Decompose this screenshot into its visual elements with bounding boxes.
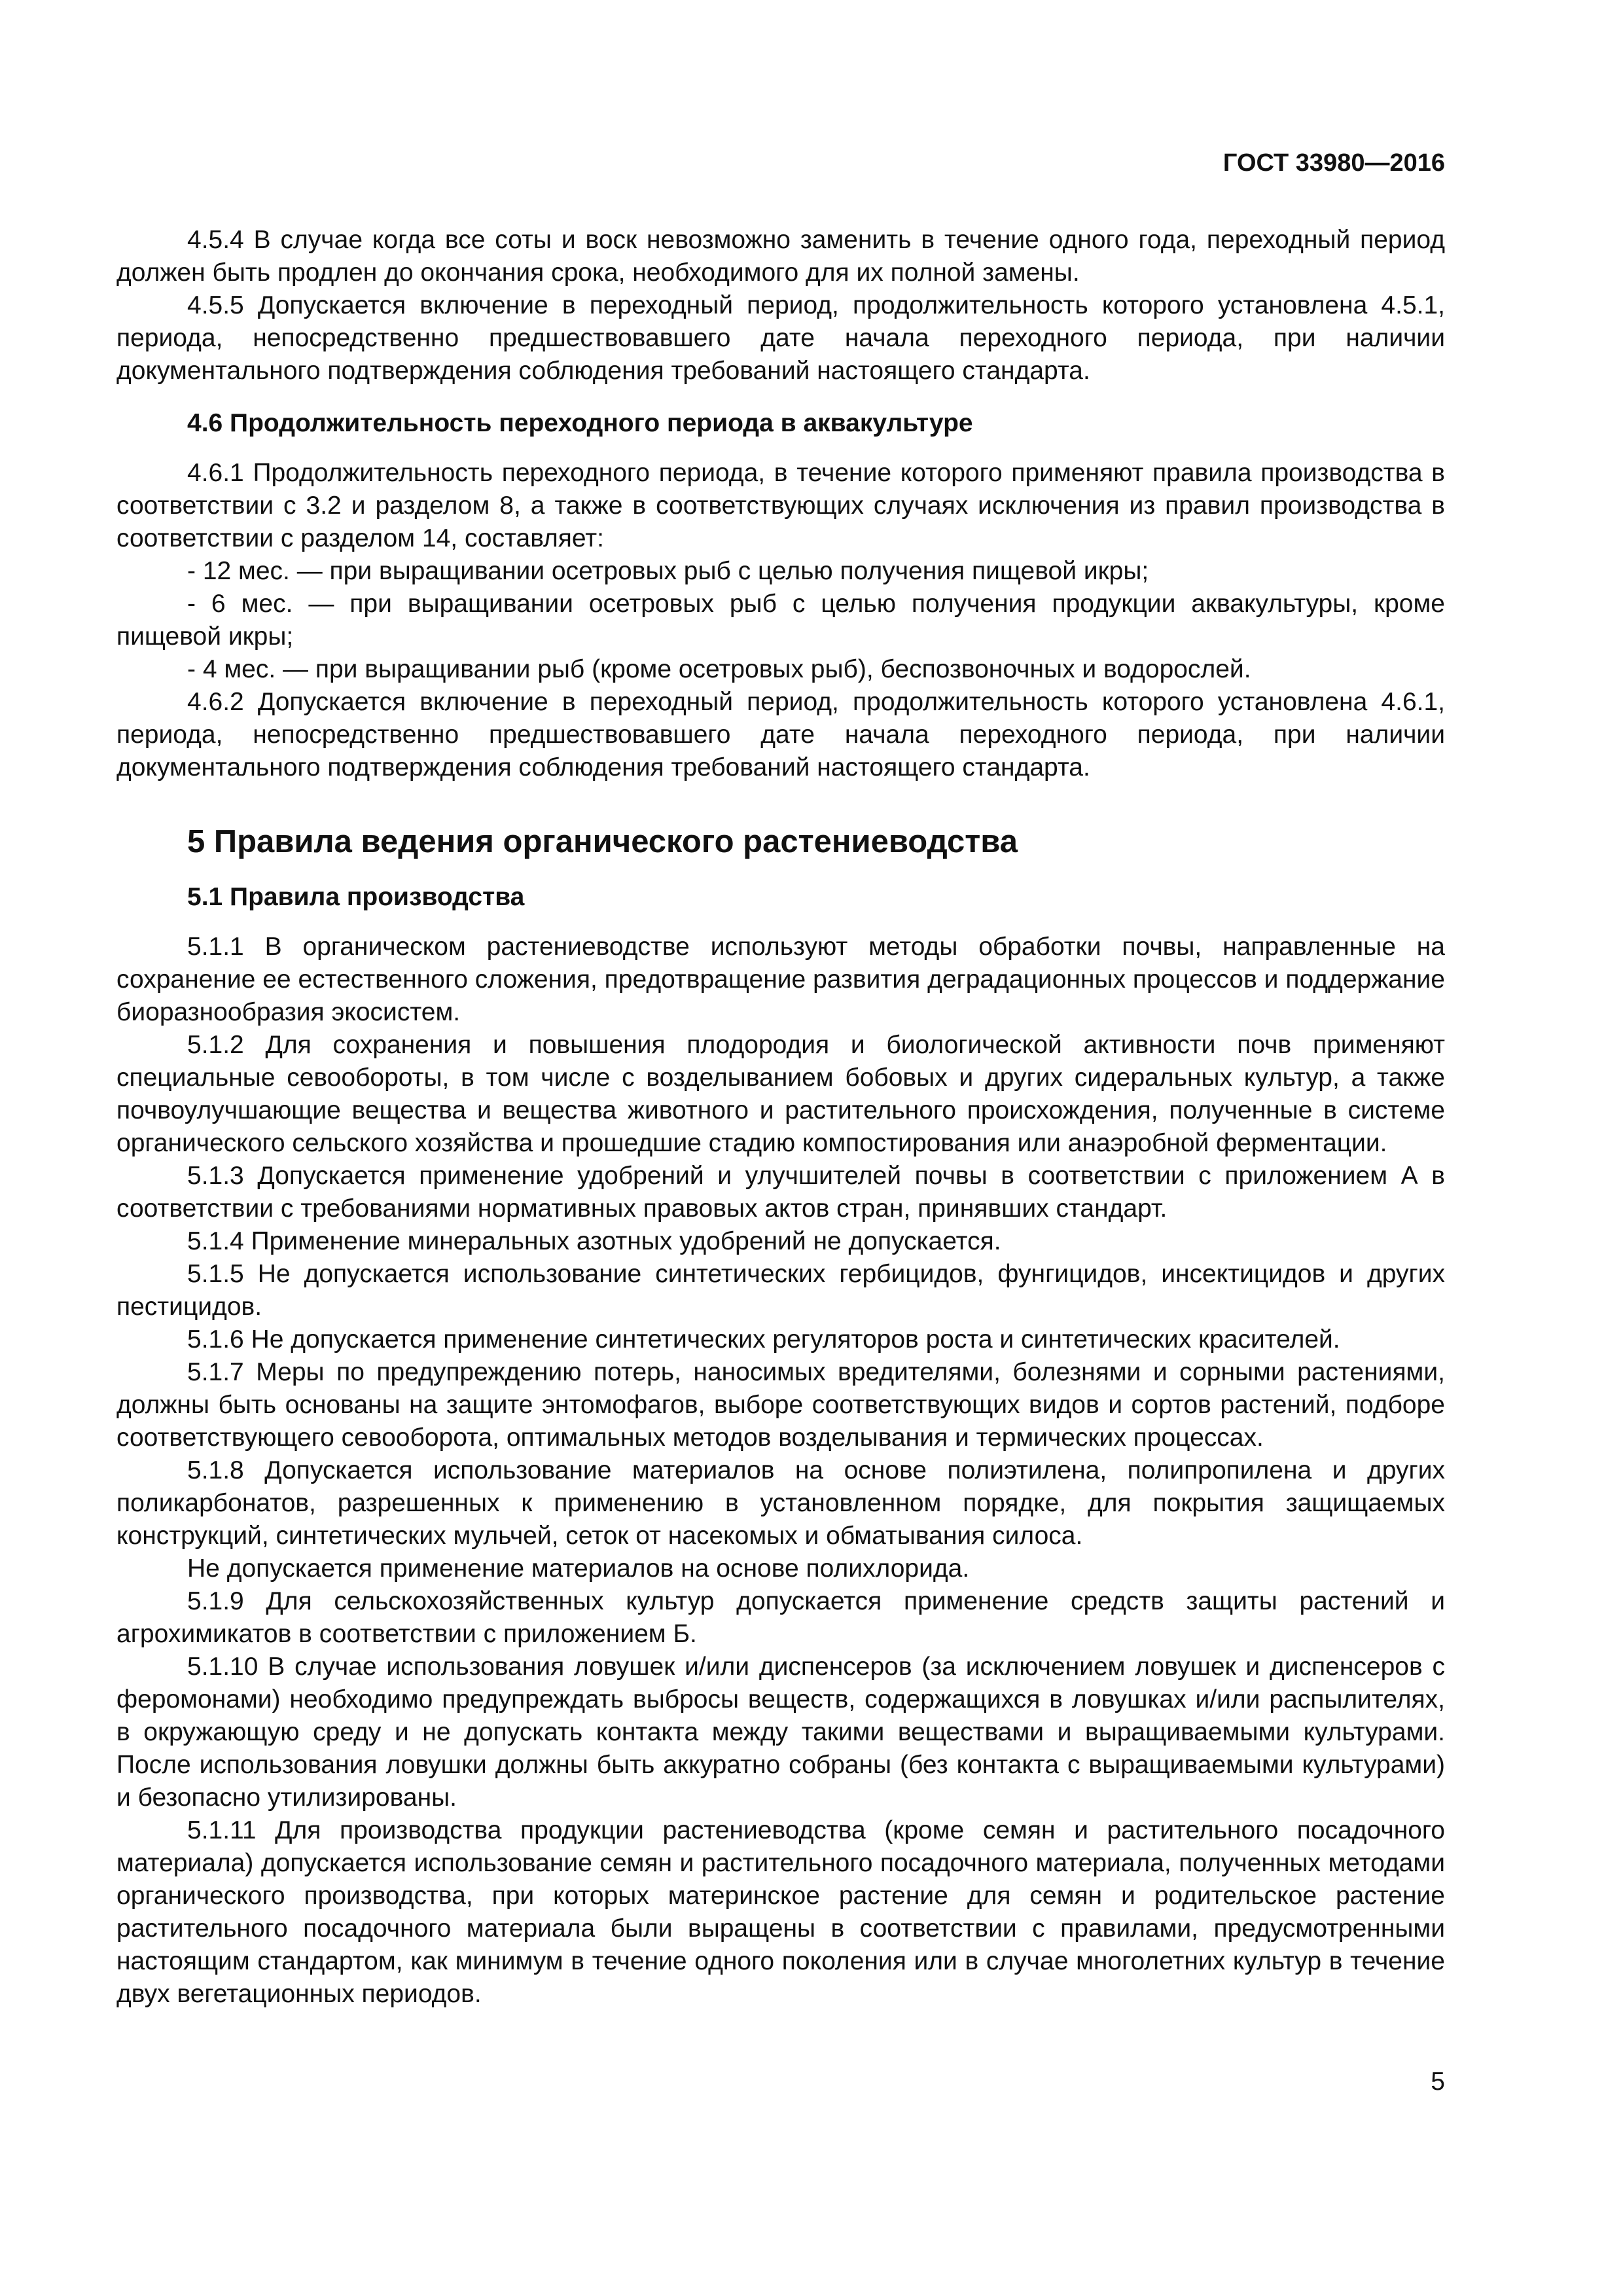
- paragraph-5-1-3: 5.1.3 Допускается применение удобрений и улучшителей почвы в соответствии с приложением А в соответствии с требованиями нормативных правовых актов стран, принявших стандарт.: [116, 1162, 1445, 1223]
- paragraph-5-1-10: 5.1.10 В случае использования ловушек и/или диспенсеров (за исключением ловушек и диспенсеров с феромонами) необходимо предупреждать выбросы веществ, содержащихся в ловушках и/или распылителях, в окружающую среду и не допускать контакта между такими веществами и выращиваемыми культурами. После использования ловушки должны быть аккуратно собраны (без контакта с выращиваемыми культурами) и безопасно утилизированы.: [116, 1653, 1445, 1812]
- paragraph-5-1-8: 5.1.8 Допускается использование материалов на основе полиэтилена, полипропилена и других поликарбонатов, разрешенных к применению в установленном порядке, для покрытия защищаемых конструкций, синтетических мульчей, сеток от насекомых и обматывания силоса.: [116, 1456, 1445, 1550]
- paragraph-5-1-1: 5.1.1 В органическом растениеводстве используют методы обработки почвы, направленные на сохранение ее естественного сложения, предотвращение развития деградационных процессов и поддержание биоразнообразия экосистем.: [116, 933, 1445, 1026]
- list-item-4-months: - 4 мес. — при выращивании рыб (кроме осетровых рыб), беспозвоночных и водорослей.: [187, 655, 1251, 683]
- paragraph-4-5-5: 4.5.5 Допускается включение в переходный период, продолжительность которого установлена 4.5.1, периода, непосредственно предшествовавшего дате начала переходного периода, при наличии документального подтверждения соблюдения требований настоящего стандарта.: [116, 291, 1445, 385]
- paragraph-4-5-4: 4.5.4 В случае когда все соты и воск невозможно заменить в течение одного года, переходный период должен быть продлен до окончания срока, необходимого для их полной замены.: [116, 226, 1445, 287]
- list-item-6-months: - 6 мес. — при выращивании осетровых рыб с целью получения продукции аквакультуры, кроме пищевой икры;: [116, 590, 1445, 651]
- paragraph-5-1-2: 5.1.2 Для сохранения и повышения плодородия и биологической активности почв применяют специальные севообороты, в том числе с возделыванием бобовых и других сидеральных культур, а также почвоулучшающие вещества и вещества животного и растительного происхождения, полученные в системе органического сельского хозяйства и прошедшие стадию компостирования или анаэробной ферментации.: [116, 1031, 1445, 1157]
- list-item-12-months: - 12 мес. — при выращивании осетровых рыб с целью получения пищевой икры;: [187, 557, 1149, 585]
- paragraph-5-1-5: 5.1.5 Не допускается использование синтетических гербицидов, фунгицидов, инсектицидов и других пестицидов.: [116, 1260, 1445, 1321]
- paragraph-5-1-9: 5.1.9 Для сельскохозяйственных культур допускается применение средств защиты растений и агрохимикатов в соответствии с приложением Б.: [116, 1587, 1445, 1648]
- paragraph-5-1-11: 5.1.11 Для производства продукции растениеводства (кроме семян и растительного посадочного материала) допускается использование семян и растительного посадочного материала, полученных методами органического производства, при которых материнское растение для семян и родительское растение растительного посадочного материала были выращены в соответствии с правилами, предусмотренными настоящим стандартом, как минимум в течение одного поколения или в случае многолетних культур в течение двух вегетационных периодов.: [116, 1816, 1445, 2008]
- document-code-header: ГОСТ 33980—2016: [1222, 149, 1445, 177]
- paragraph-4-6-1: 4.6.1 Продолжительность переходного периода, в течение которого применяют правила производства в соответствии с 3.2 и разделом 8, а также в соответствующих случаях исключения из правил производства в соответствии с разделом 14, составляет:: [116, 459, 1445, 552]
- paragraph-5-1-8-continued: Не допускается применение материалов на основе полихлорида.: [187, 1554, 970, 1583]
- paragraph-4-6-2: 4.6.2 Допускается включение в переходный период, продолжительность которого установлена 4.6.1, периода, непосредственно предшествовавшего дате начала переходного периода, при наличии документального подтверждения соблюдения требований настоящего стандарта.: [116, 688, 1445, 781]
- paragraph-5-1-6: 5.1.6 Не допускается применение синтетических регуляторов роста и синтетических красителей.: [187, 1325, 1340, 1354]
- paragraph-5-1-7: 5.1.7 Меры по предупреждению потерь, наносимых вредителями, болезнями и сорными растениями, должны быть основаны на защите энтомофагов, выборе соответствующих видов и сортов растений, подборе соответствующего севооборота, оптимальных методов возделывания и термических процессах.: [116, 1358, 1445, 1452]
- paragraph-5-1-4: 5.1.4 Применение минеральных азотных удобрений не допускается.: [187, 1227, 1001, 1255]
- page-number: 5: [1431, 2068, 1445, 2096]
- heading-5-1: 5.1 Правила производства: [187, 883, 525, 911]
- section-heading-5: 5 Правила ведения органического растениеводства: [187, 824, 1018, 859]
- document-body: [116, 224, 1445, 2011]
- heading-4-6: 4.6 Продолжительность переходного периода в аквакультуре: [187, 409, 973, 437]
